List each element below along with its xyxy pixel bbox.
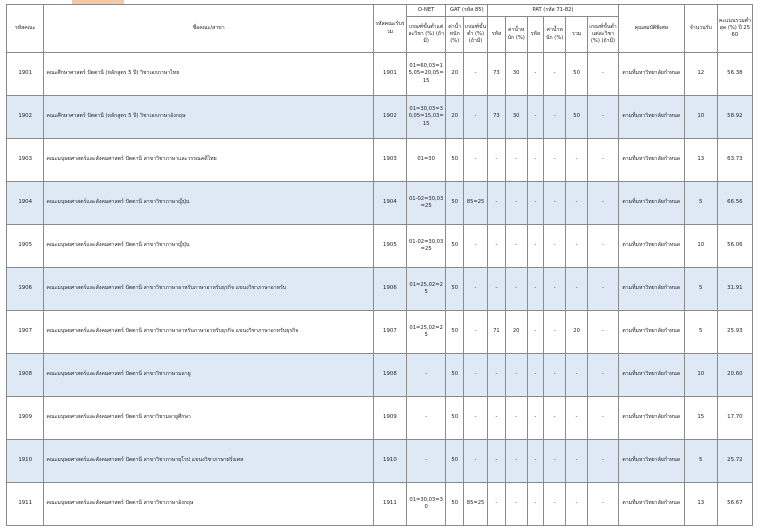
cell-pat-weight: 30: [505, 96, 527, 139]
cell-pat-code-2: -: [527, 311, 543, 354]
cell-quota: 5: [684, 268, 717, 311]
cell-min-score: 17.70: [717, 397, 752, 440]
table-row: [7, 53, 753, 96]
cell-pat-code-2: -: [527, 440, 543, 483]
cell-code: 1908: [7, 354, 44, 397]
cell-qualification: ตามที่มหาวิทยาลัยกำหนด: [618, 96, 684, 139]
cell-pat-total: -: [566, 397, 588, 440]
cell-onet: -: [406, 397, 446, 440]
cell-joint: 1902: [373, 96, 406, 139]
cell-joint: 1903: [373, 139, 406, 182]
cell-gat-min: 85=25: [463, 182, 487, 225]
cell-name: คณะมนุษยศาสตร์และสังคมศาสตร์ ปัตตานี สาขาวิชาภาษาญี่ปุ่น: [44, 182, 374, 225]
cell-pat-min: -: [588, 440, 619, 483]
table-row: [7, 139, 753, 182]
cell-pat-min: -: [588, 311, 619, 354]
cell-qualification: ตามที่มหาวิทยาลัยกำหนด: [618, 53, 684, 96]
cell-pat-weight-2: -: [544, 483, 566, 526]
cell-min-score: 66.56: [717, 182, 752, 225]
cell-onet: 01-02=30,03=25: [406, 182, 446, 225]
cell-pat-total: -: [566, 182, 588, 225]
cell-onet: 01=25,02=25: [406, 311, 446, 354]
cell-min-score: 20.60: [717, 354, 752, 397]
cell-pat-total: -: [566, 483, 588, 526]
cell-pat-weight-2: -: [544, 225, 566, 268]
table-row: [7, 311, 753, 354]
header-code: รหัสคณะ: [7, 5, 44, 53]
cell-min-score: 56.06: [717, 225, 752, 268]
header-onet-min: เกณฑ์ขั้นต่ำแต่ละวิชา (%) (ถ้ามี): [406, 17, 446, 53]
cell-name: คณะมนุษยศาสตร์และสังคมศาสตร์ ปัตตานี สาขาวิชาภาษาญี่ปุ่น: [44, 225, 374, 268]
table-body: [7, 53, 753, 526]
cell-pat-code-2: -: [527, 354, 543, 397]
header-gat-weight: ค่าน้ำหนัก (%): [446, 17, 464, 53]
cell-pat-total: -: [566, 139, 588, 182]
cell-pat-total: -: [566, 354, 588, 397]
cell-pat-min: -: [588, 139, 619, 182]
cell-min-score: 31.91: [717, 268, 752, 311]
cell-pat-code-2: -: [527, 225, 543, 268]
cell-quota: 13: [684, 139, 717, 182]
header-pat: PAT (รหัส 71-82): [488, 5, 619, 17]
cell-onet: 01=25,02=25: [406, 268, 446, 311]
cell-onet: 01=60,03=15,05=20,05=15: [406, 53, 446, 96]
header-min-score: คะแนนรวมต่ำสุด (%) ปี 2560: [717, 5, 752, 53]
cell-onet: 01=30,03=30,05=15,03=15: [406, 96, 446, 139]
cell-pat-weight: -: [505, 225, 527, 268]
cell-name: คณะศึกษาศาสตร์ ปัตตานี (หลักสูตร 5 ปี) วิชาเอกภาษาไทย: [44, 53, 374, 96]
cell-pat-weight: -: [505, 182, 527, 225]
header-gat-min: เกณฑ์ขั้นต่ำ (%) (ถ้ามี): [463, 17, 487, 53]
cell-pat-weight: -: [505, 268, 527, 311]
cell-joint: 1905: [373, 225, 406, 268]
cell-pat-min: -: [588, 268, 619, 311]
cell-pat-weight: -: [505, 139, 527, 182]
cell-joint: 1909: [373, 397, 406, 440]
cell-pat-code: -: [488, 182, 506, 225]
cell-quota: 5: [684, 440, 717, 483]
header-quota: จำนวนรับ: [684, 5, 717, 53]
cell-pat-total: 50: [566, 96, 588, 139]
cell-gat-min: -: [463, 96, 487, 139]
cell-name: คณะมนุษยศาสตร์และสังคมศาสตร์ ปัตตานี สาขาวิชาภาษาและวรรณคดีไทย: [44, 139, 374, 182]
cell-pat-weight-2: -: [544, 397, 566, 440]
cell-code: 1909: [7, 397, 44, 440]
cell-gat-min: -: [463, 397, 487, 440]
header-pat-weight-2: ค่าน้ำหนัก (%): [544, 17, 566, 53]
cell-code: 1906: [7, 268, 44, 311]
cell-pat-min: -: [588, 397, 619, 440]
cell-gat-weight: 50: [446, 440, 464, 483]
header-qualification: คุณสมบัติพิเศษ: [618, 5, 684, 53]
cell-quota: 15: [684, 397, 717, 440]
cell-name: คณะมนุษยศาสตร์และสังคมศาสตร์ ปัตตานี สาขาวิชาภาษาอาหรับภาษาอาหรับธุรกิจ แขนงวิชาภาษาอาหรับธุรกิจ: [44, 311, 374, 354]
cell-name: คณะมนุษยศาสตร์และสังคมศาสตร์ ปัตตานี สาขาวิชาภาษาอังกฤษ: [44, 483, 374, 526]
cell-code: 1904: [7, 182, 44, 225]
cell-joint: 1910: [373, 440, 406, 483]
cell-qualification: ตามที่มหาวิทยาลัยกำหนด: [618, 440, 684, 483]
cell-quota: 10: [684, 225, 717, 268]
cell-pat-total: 50: [566, 53, 588, 96]
cell-pat-min: -: [588, 225, 619, 268]
cell-pat-code-2: -: [527, 483, 543, 526]
cell-pat-code: -: [488, 397, 506, 440]
cell-pat-code: -: [488, 483, 506, 526]
admission-table: [6, 4, 753, 526]
cell-min-score: 25.93: [717, 311, 752, 354]
cell-qualification: ตามที่มหาวิทยาลัยกำหนด: [618, 268, 684, 311]
cell-joint: 1904: [373, 182, 406, 225]
cell-pat-code: -: [488, 139, 506, 182]
cell-min-score: 25.72: [717, 440, 752, 483]
cell-pat-weight: -: [505, 440, 527, 483]
cell-pat-total: -: [566, 268, 588, 311]
cell-gat-weight: 50: [446, 483, 464, 526]
cell-gat-min: -: [463, 354, 487, 397]
cell-min-score: 56.67: [717, 483, 752, 526]
cell-pat-min: -: [588, 53, 619, 96]
cell-pat-weight-2: -: [544, 440, 566, 483]
cell-gat-weight: 20: [446, 53, 464, 96]
cell-pat-weight-2: -: [544, 96, 566, 139]
cell-min-score: 58.92: [717, 96, 752, 139]
cell-pat-total: -: [566, 225, 588, 268]
cell-name: คณะมนุษยศาสตร์และสังคมศาสตร์ ปัตตานี สาขาวิชาภาษายุโรป แขนงวิชาภาษาฝรั่งเศส: [44, 440, 374, 483]
cell-pat-weight: -: [505, 483, 527, 526]
header-joint-code: รหัสคณะรับร่วม: [373, 5, 406, 53]
cell-pat-code: -: [488, 225, 506, 268]
cell-pat-code: -: [488, 440, 506, 483]
cell-quota: 10: [684, 354, 717, 397]
table-row: [7, 182, 753, 225]
cell-gat-weight: 50: [446, 311, 464, 354]
header-pat-code-2: รหัส: [527, 17, 543, 53]
cell-gat-min: -: [463, 53, 487, 96]
cell-gat-min: -: [463, 268, 487, 311]
cell-joint: 1908: [373, 354, 406, 397]
cell-pat-total: -: [566, 440, 588, 483]
cell-pat-weight: 20: [505, 311, 527, 354]
cell-qualification: ตามที่มหาวิทยาลัยกำหนด: [618, 354, 684, 397]
cell-gat-weight: 50: [446, 182, 464, 225]
cell-qualification: ตามที่มหาวิทยาลัยกำหนด: [618, 139, 684, 182]
cell-onet: -: [406, 354, 446, 397]
cell-qualification: ตามที่มหาวิทยาลัยกำหนด: [618, 311, 684, 354]
cell-pat-weight-2: -: [544, 139, 566, 182]
cell-pat-min: -: [588, 182, 619, 225]
table-row: [7, 96, 753, 139]
header-pat-total: รวม: [566, 17, 588, 53]
cell-name: คณะมนุษยศาสตร์และสังคมศาสตร์ ปัตตานี สาขาวิชามลายูศึกษา: [44, 397, 374, 440]
table-row: [7, 268, 753, 311]
cell-pat-code-2: -: [527, 96, 543, 139]
cell-joint: 1901: [373, 53, 406, 96]
cell-gat-weight: 50: [446, 139, 464, 182]
cell-pat-code-2: -: [527, 139, 543, 182]
cell-gat-weight: 50: [446, 268, 464, 311]
cell-pat-code-2: -: [527, 397, 543, 440]
header-onet: O-NET: [406, 5, 446, 17]
table-row: [7, 483, 753, 526]
cell-onet: 01=30: [406, 139, 446, 182]
cell-name: คณะมนุษยศาสตร์และสังคมศาสตร์ ปัตตานี สาขาวิชาภาษามลายู: [44, 354, 374, 397]
cell-gat-min: -: [463, 440, 487, 483]
cell-code: 1907: [7, 311, 44, 354]
cell-joint: 1907: [373, 311, 406, 354]
table-row: [7, 397, 753, 440]
table-row: [7, 225, 753, 268]
header-gat: GAT (รหัส 85): [446, 5, 488, 17]
cell-pat-weight-2: -: [544, 268, 566, 311]
header-name: ชื่อคณะ/สาขา: [44, 5, 374, 53]
cell-pat-weight-2: -: [544, 311, 566, 354]
cell-code: 1911: [7, 483, 44, 526]
cell-pat-weight-2: -: [544, 182, 566, 225]
cell-qualification: ตามที่มหาวิทยาลัยกำหนด: [618, 225, 684, 268]
cell-joint: 1911: [373, 483, 406, 526]
cell-quota: 5: [684, 311, 717, 354]
cell-pat-min: -: [588, 96, 619, 139]
cell-qualification: ตามที่มหาวิทยาลัยกำหนด: [618, 483, 684, 526]
cell-min-score: 56.38: [717, 53, 752, 96]
cell-pat-min: -: [588, 354, 619, 397]
cell-name: คณะศึกษาศาสตร์ ปัตตานี (หลักสูตร 5 ปี) วิชาเอกภาษาอังกฤษ: [44, 96, 374, 139]
cell-pat-code: -: [488, 268, 506, 311]
cell-pat-code-2: -: [527, 268, 543, 311]
cell-qualification: ตามที่มหาวิทยาลัยกำหนด: [618, 397, 684, 440]
cell-code: 1903: [7, 139, 44, 182]
cell-pat-code-2: -: [527, 53, 543, 96]
cell-qualification: ตามที่มหาวิทยาลัยกำหนด: [618, 182, 684, 225]
header-pat-weight: ค่าน้ำหนัก (%): [505, 17, 527, 53]
cell-pat-weight-2: -: [544, 53, 566, 96]
cell-onet: 01-02=30,03=25: [406, 225, 446, 268]
cell-code: 1902: [7, 96, 44, 139]
cell-pat-weight: 30: [505, 53, 527, 96]
cell-pat-code: 71: [488, 311, 506, 354]
table-row: [7, 440, 753, 483]
cell-pat-code: 73: [488, 53, 506, 96]
cell-code: 1905: [7, 225, 44, 268]
cell-pat-total: 20: [566, 311, 588, 354]
cell-code: 1901: [7, 53, 44, 96]
header-pat-min: เกณฑ์ขั้นต่ำแต่ละวิชา (%) (ถ้ามี): [588, 17, 619, 53]
cell-gat-weight: 50: [446, 354, 464, 397]
cell-gat-weight: 20: [446, 96, 464, 139]
cell-pat-code-2: -: [527, 182, 543, 225]
cell-onet: -: [406, 440, 446, 483]
cell-quota: 5: [684, 182, 717, 225]
cell-quota: 10: [684, 96, 717, 139]
cell-gat-min: 85=25: [463, 483, 487, 526]
cell-code: 1910: [7, 440, 44, 483]
header-pat-code: รหัส: [488, 17, 506, 53]
cell-quota: 13: [684, 483, 717, 526]
cell-pat-code: 73: [488, 96, 506, 139]
cell-quota: 12: [684, 53, 717, 96]
cell-gat-min: -: [463, 311, 487, 354]
cell-pat-weight-2: -: [544, 354, 566, 397]
table-header: [7, 5, 753, 53]
cell-pat-weight: -: [505, 354, 527, 397]
cell-joint: 1906: [373, 268, 406, 311]
cell-gat-min: -: [463, 139, 487, 182]
cell-name: คณะมนุษยศาสตร์และสังคมศาสตร์ ปัตตานี สาขาวิชาภาษาอาหรับภาษาอาหรับธุรกิจ แขนงวิชาภาษาอาหรับ: [44, 268, 374, 311]
cell-pat-weight: -: [505, 397, 527, 440]
cell-gat-min: -: [463, 225, 487, 268]
cell-gat-weight: 50: [446, 397, 464, 440]
table-row: [7, 354, 753, 397]
cell-gat-weight: 50: [446, 225, 464, 268]
cell-pat-code: -: [488, 354, 506, 397]
cell-onet: 01=30,03=30: [406, 483, 446, 526]
cell-pat-min: -: [588, 483, 619, 526]
cell-min-score: 63.73: [717, 139, 752, 182]
